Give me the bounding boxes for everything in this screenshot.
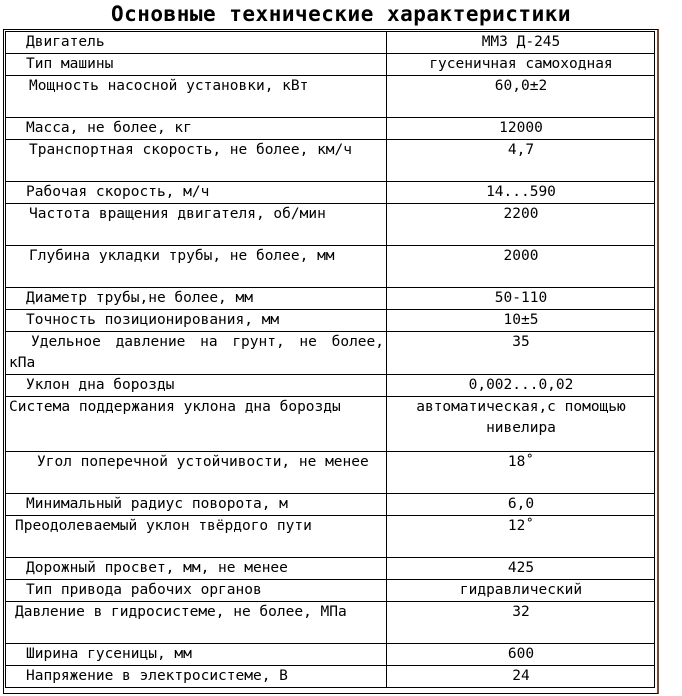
table-row — [6, 204, 655, 246]
value-cell: 12000 — [387, 118, 655, 140]
value-cell: 12˚ — [387, 516, 655, 558]
param-cell: Уклон дна борозды — [6, 375, 387, 397]
param-cell: Тип машины — [6, 54, 387, 76]
table-row — [6, 118, 655, 140]
value-cell: гидравлический — [387, 580, 655, 602]
value-cell: 425 — [387, 558, 655, 580]
param-cell: Двигатель — [6, 32, 387, 54]
value-cell: автоматическая,с помощью нивелира — [387, 397, 655, 452]
param-cell: Система поддержания уклона дна борозды — [6, 397, 387, 452]
param-cell: Дорожный просвет, мм, не менее — [6, 558, 387, 580]
value-cell: 600 — [387, 644, 655, 666]
table-row — [6, 644, 655, 666]
value-cell: 35 — [387, 332, 655, 375]
value-cell: 24 — [387, 666, 655, 688]
param-cell: Напряжение в электросистеме, В — [6, 666, 387, 688]
table-row — [6, 602, 655, 644]
value-cell: 32 — [387, 602, 655, 644]
page-title: Основные технические характеристики — [110, 2, 571, 26]
table-row — [6, 452, 655, 494]
value-cell: 50-110 — [387, 288, 655, 310]
value-cell: 10±5 — [387, 310, 655, 332]
param-cell: Угол поперечной устойчивости, не менее — [6, 452, 387, 494]
param-cell: Преодолеваемый уклон твёрдого пути — [6, 516, 387, 558]
table-row — [6, 397, 655, 452]
param-cell: Глубина укладки трубы, не более, мм — [6, 246, 387, 288]
specs-table — [5, 31, 655, 688]
value-cell: 0,002...0,02 — [387, 375, 655, 397]
table-row — [6, 310, 655, 332]
param-cell: Мощность насосной установки, кВт — [6, 76, 387, 118]
param-cell: Давление в гидросистеме, не более, МПа — [6, 602, 387, 644]
value-cell: 18˚ — [387, 452, 655, 494]
param-cell: Транспортная скорость, не более, км/ч — [6, 140, 387, 182]
table-row — [6, 580, 655, 602]
value-cell: гусеничная самоходная — [387, 54, 655, 76]
param-cell: Ширина гусеницы, мм — [6, 644, 387, 666]
table-row — [6, 32, 655, 54]
param-cell: Минимальный радиус поворота, м — [6, 494, 387, 516]
param-cell: Частота вращения двигателя, об/мин — [6, 204, 387, 246]
table-row — [6, 246, 655, 288]
table-row — [6, 494, 655, 516]
value-cell: 2000 — [387, 246, 655, 288]
param-cell: Точность позиционирования, мм — [6, 310, 387, 332]
param-cell: Диаметр трубы,не более, мм — [6, 288, 387, 310]
table-row — [6, 76, 655, 118]
value-cell: 6,0 — [387, 494, 655, 516]
value-cell: ММЗ Д-245 — [387, 32, 655, 54]
table-row — [6, 332, 655, 375]
param-cell: Удельное давление на грунт, не более, кПа — [6, 332, 387, 375]
value-cell: 14...590 — [387, 182, 655, 204]
table-row — [6, 140, 655, 182]
table-row — [6, 516, 655, 558]
table-row — [6, 288, 655, 310]
value-cell: 60,0±2 — [387, 76, 655, 118]
table-row — [6, 54, 655, 76]
value-cell: 2200 — [387, 204, 655, 246]
table-row — [6, 666, 655, 688]
param-cell: Тип привода рабочих органов — [6, 580, 387, 602]
value-cell: 4,7 — [387, 140, 655, 182]
table-row — [6, 375, 655, 397]
param-cell: Масса, не более, кг — [6, 118, 387, 140]
param-cell: Рабочая скорость, м/ч — [6, 182, 387, 204]
table-row — [6, 182, 655, 204]
table-row — [6, 558, 655, 580]
